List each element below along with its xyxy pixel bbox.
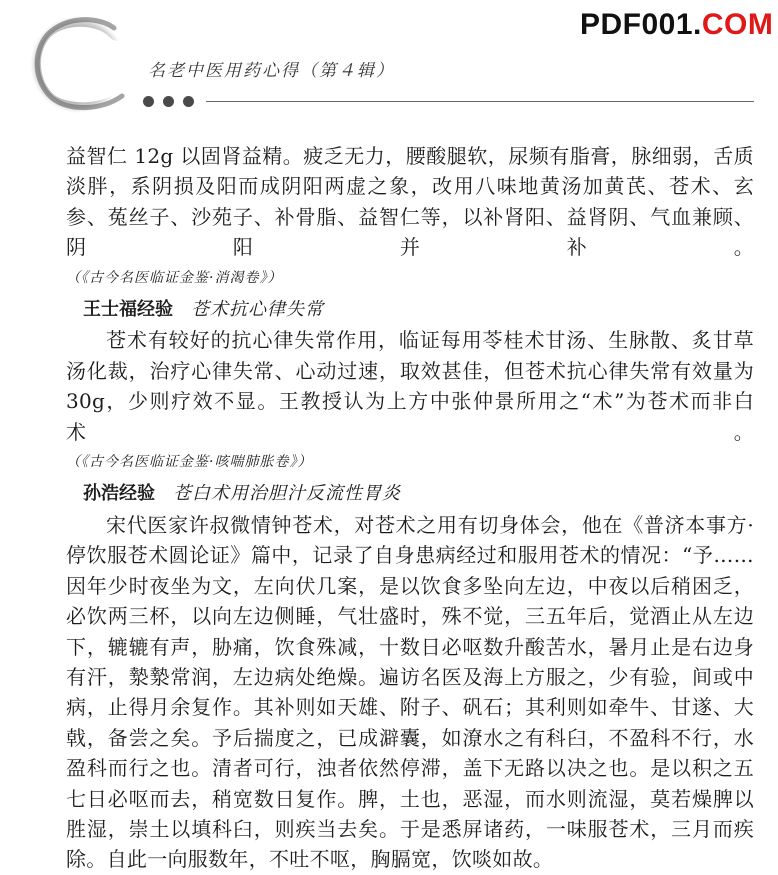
dot-icon — [183, 96, 194, 107]
section-heading-wang — [66, 293, 754, 325]
intro-citation: （《古今名医临证金鉴·消渴卷》） — [66, 269, 283, 286]
section-heading-subtitle: 苍术抗心律失常 — [191, 299, 324, 321]
header-dots — [143, 96, 194, 107]
section-citation: （《古今名医临证金鉴·咳喘肺胀卷》） — [66, 454, 313, 471]
dot-icon — [143, 96, 154, 107]
page-body — [66, 141, 754, 875]
site-watermark — [580, 8, 773, 42]
watermark-main: PDF001. — [580, 8, 702, 41]
section-heading-subtitle: 苍白术用治胆汁反流性胃炎 — [173, 483, 401, 505]
section-heading-name: 王士福经验 — [83, 299, 173, 321]
section-heading-sun — [66, 477, 754, 509]
dot-icon — [163, 96, 174, 107]
section-heading-name: 孙浩经验 — [83, 483, 155, 505]
watermark-accent: COM — [701, 8, 774, 41]
section-paragraph: 苍术有较好的抗心律失常作用，临证每用苓桂术甘汤、生脉散、炙甘草汤化裁，治疗心律失常、心动过速，取效甚佳，但苍术抗心律失常有效量为 30g，少则疗效不显。王教授认为上方中张仲景所用之“术”为苍术而非白术。 — [66, 328, 754, 444]
intro-paragraph: 益智仁 12g 以固肾益精。疲乏无力，腰酸腿软，尿频有脂膏，脉细弱，舌质淡胖，系阴损及阳而成阴阳两虚之象，改用八味地黄汤加黄芪、苍术、玄参、菟丝子、沙苑子、补骨脂、益智仁等，以补肾阳、益肾阴、气血兼顾、阴阳并补。 — [66, 144, 754, 260]
header-rule — [206, 101, 754, 102]
ink-brush-circle-decoration — [22, 8, 140, 118]
running-header-title: 名老中医用药心得（第４辑） — [148, 61, 395, 81]
section-paragraph: 宋代医家许叔微情钟苍术，对苍术之用有切身体会，他在《普济本事方·停饮服苍术圆论证》篇中，记录了自身患病经过和服用苍术的情况：“予……因年少时夜坐为文，左向伏几案，是以饮食多坠向左边，中夜以后稍困乏，必饮两三杯，以向左边侧睡，气壮盛时，殊不觉，三五年后，觉酒止从左边下，辘辘有声，胁痛，饮食殊减，十数日必呕数升酸苦水，暑月止是右边身有汗，漐漐常润，左边病处绝燥。遍访名医及海上方服之，少有验，间或中病，止得月余复作。其补则如天雄、附子、矾石；其利则如牵牛、甘遂、大戟，备尝之矣。予后揣度之，已成澼囊，如潦水之有科臼，不盈科不行，水盈科而行之也。清者可行，浊者依然停滞，盖下无路以决之也。是以积之五七日必呕而去，稍宽数日复作。脾，土也，恶湿，而水则流湿，莫若燥脾以胜湿，崇土以填科臼，则疾当去矣。于是悉屏诸药，一味服苍术，三月而疾除。自此一向服数年，不吐不呕，胸膈宽，饮啖如故。 — [66, 512, 754, 872]
